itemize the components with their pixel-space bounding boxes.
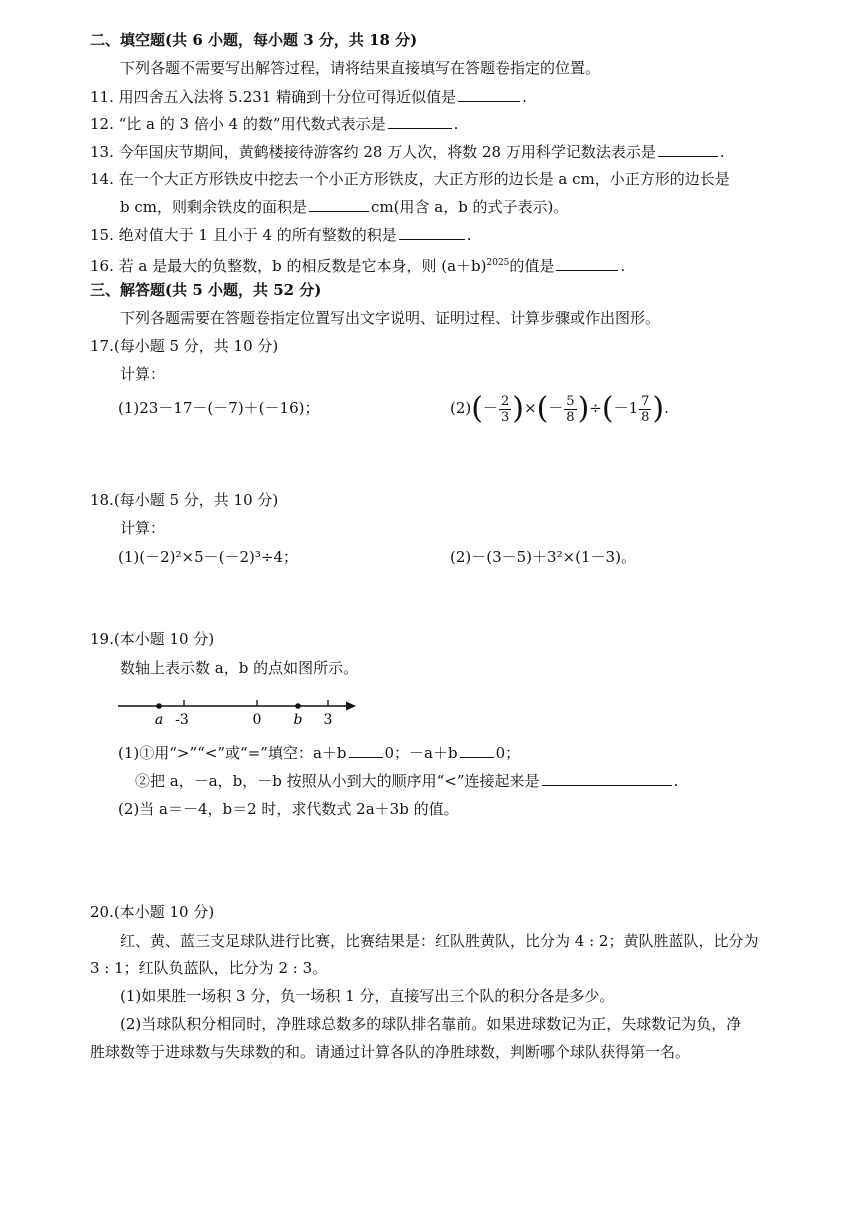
fraction-3: [639, 394, 651, 425]
answer-blank: [309, 197, 369, 212]
period: .: [620, 257, 626, 275]
question-19-part-1-2: [135, 771, 678, 791]
fraction-2-denominator: 8: [566, 409, 575, 425]
label-minus-3: -3: [175, 712, 189, 728]
answer-blank: [458, 87, 520, 102]
label-0: 0: [252, 712, 262, 728]
number-line-arrow-icon: [346, 702, 356, 711]
question-17-prompt: 计算：: [120, 365, 166, 383]
question-12: [90, 114, 458, 134]
question-20-part-1: (1)如果胜一场积 3 分，负一场积 1 分，直接写出三个队的积分各是多少。: [120, 987, 615, 1005]
question-16-text-a: 16. 若 a 是最大的负整数，b 的相反数是它本身，则 (a＋b): [90, 257, 487, 275]
fraction-2-numerator: 5: [566, 393, 575, 409]
answer-blank: [658, 142, 718, 157]
question-15: [90, 225, 472, 245]
section-2-instruction: 下列各题不需要写出解答过程，请将结果直接填写在答题卷指定的位置。: [120, 59, 601, 77]
fraction-3-denominator: 8: [641, 409, 650, 425]
label-3: 3: [323, 712, 333, 728]
answer-blank: [460, 743, 494, 758]
fraction-1-sign: －: [482, 399, 498, 417]
left-paren: (: [601, 391, 614, 426]
fraction-2: [564, 394, 576, 425]
fraction-1-numerator: 2: [500, 393, 510, 409]
question-17-part-1: (1)23－17－(－7)＋(－16)；: [118, 399, 320, 417]
period: .: [719, 143, 725, 161]
question-19-header: 19.(本小题 10 分): [90, 630, 215, 648]
label-b: b: [293, 712, 303, 728]
number-line: [110, 692, 370, 732]
question-20-header: 20.(本小题 10 分): [90, 903, 215, 921]
question-13: [90, 142, 725, 162]
part-label: (2): [450, 399, 472, 417]
question-14-text-a: b cm，则剩余铁皮的面积是: [120, 198, 307, 216]
question-12-text: 12. “比 a 的 3 倍小 4 的数”用代数式表示是: [90, 115, 386, 133]
divide-sign: ÷: [589, 399, 602, 417]
question-13-text: 13. 今年国庆节期间，黄鹤楼接待游客约 28 万人次，将数 28 万用科学记数法表示是: [90, 143, 656, 161]
label-a: a: [154, 712, 164, 728]
section-3-instruction: 下列各题需要在答题卷指定位置写出文字说明、证明过程、计算步骤或作出图形。: [120, 309, 661, 327]
section-2-heading: 二、填空题(共 6 小题，每小题 3 分，共 18 分): [90, 31, 418, 49]
question-19-part-1-text-c: 0；: [495, 744, 521, 762]
question-16: [90, 253, 625, 276]
question-20-line-2: 3 : 1；红队负蓝队，比分为 2 : 3。: [90, 959, 328, 977]
mixed-number-whole: －1: [613, 399, 639, 417]
period: .: [664, 399, 669, 417]
question-19-part-2: (2)当 a＝－4，b＝2 时，求代数式 2a＋3b 的值。: [118, 800, 459, 818]
question-17-part-2: [450, 388, 669, 428]
question-19-part-1-2-text: ②把 a，－a，b，－b 按照从小到大的顺序用“<”连接起来是: [135, 772, 540, 790]
section-3-heading: 三、解答题(共 5 小题，共 52 分): [90, 281, 322, 299]
question-18-prompt: 计算：: [120, 519, 166, 537]
right-paren: ): [577, 391, 590, 426]
question-18-header: 18.(每小题 5 分，共 10 分): [90, 491, 279, 509]
question-14-line-2: [120, 197, 568, 217]
question-20-part-2-line-1: (2)当球队积分相同时，净胜球总数多的球队排名靠前。如果进球数记为正，失球数记为负，净: [120, 1015, 742, 1033]
question-18-part-2: (2)－(3－5)＋3²×(1－3)。: [450, 548, 636, 566]
fraction-2-sign: －: [548, 399, 564, 417]
period: .: [522, 88, 527, 106]
answer-blank: [388, 114, 452, 129]
point-b: [295, 703, 301, 709]
question-19-part-1-text-a: (1)①用“>”“<”或“=”填空：a＋b: [118, 744, 347, 762]
times-sign: ×: [523, 399, 537, 417]
right-paren: ): [512, 391, 524, 426]
answer-blank: [542, 771, 672, 786]
fraction-1-denominator: 3: [500, 409, 510, 425]
answer-blank: [349, 743, 383, 758]
answer-blank: [399, 225, 465, 240]
question-16-exponent: 2025: [486, 258, 510, 268]
question-19-part-1-text-b: 0；－a＋b: [384, 744, 458, 762]
question-17-header: 17.(每小题 5 分，共 10 分): [90, 337, 279, 355]
question-20-line-1: 红、黄、蓝三支足球队进行比赛，比赛结果是：红队胜黄队，比分为 4 : 2；黄队胜蓝队，比分为: [120, 932, 759, 950]
point-a: [156, 703, 162, 709]
answer-blank: [556, 256, 618, 271]
period: .: [673, 772, 679, 790]
period: .: [466, 226, 472, 244]
question-18-part-1: (1)(－2)²×5－(－2)³÷4；: [118, 548, 298, 566]
left-paren: (: [536, 391, 549, 426]
question-15-text: 15. 绝对值大于 1 且小于 4 的所有整数的积是: [90, 226, 397, 244]
question-19-part-1: [118, 743, 520, 763]
right-paren: ): [652, 391, 665, 426]
left-paren: (: [471, 391, 483, 426]
question-14-text-b: cm(用含 a，b 的式子表示)。: [371, 198, 569, 216]
question-11-text: 11. 用四舍五入法将 5.231 精确到十分位可得近似值是: [90, 88, 457, 106]
question-20-part-2-line-2: 胜球数等于进球数与失球数的和。请通过计算各队的净胜球数，判断哪个球队获得第一名。: [90, 1043, 691, 1061]
question-11: [90, 87, 527, 107]
question-19-intro: 数轴上表示数 a，b 的点如图所示。: [120, 659, 359, 677]
fraction-3-numerator: 7: [641, 393, 650, 409]
period: .: [453, 115, 459, 133]
question-16-text-b: 的值是: [509, 257, 555, 275]
question-14-line-1: 14. 在一个大正方形铁皮中挖去一个小正方形铁皮，大正方形的边长是 a cm，小正方形的边长是: [90, 170, 730, 188]
fraction-1: [499, 394, 511, 425]
